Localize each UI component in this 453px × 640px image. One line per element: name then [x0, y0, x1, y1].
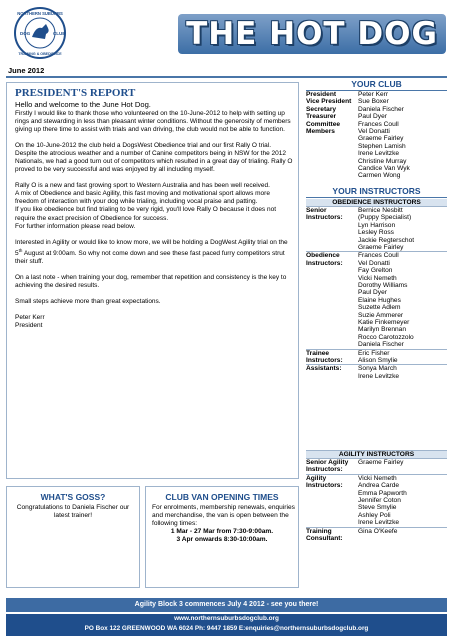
- report-greeting: Hello and welcome to the June Hot Dog.: [15, 100, 151, 109]
- table-row: [306, 121, 447, 180]
- person-name: Ashley Poli: [358, 511, 391, 519]
- names-cell: [358, 113, 447, 120]
- person-name: Daniela Fischer: [358, 105, 404, 113]
- agility-instructors-table: [306, 459, 447, 542]
- role-label: Committee Members: [306, 120, 341, 136]
- person-name: Fay Grelton: [358, 267, 393, 275]
- report-paragraph: On the 10-June-2012 the club held a DogsWest Obedience trial and our first Rally O trial.: [15, 142, 272, 150]
- van-title: CLUB VAN OPENING TIMES: [165, 492, 279, 502]
- van-times: 3 Apr onwards 8:30-10:00am.: [176, 536, 268, 543]
- obedience-instructors-table: [306, 207, 447, 380]
- person-name: Vel Donatti: [358, 259, 390, 267]
- person-name: Paul Dyer: [358, 289, 387, 297]
- role-label: Training Consultant:: [306, 527, 343, 543]
- role-label: Secretary: [306, 105, 337, 113]
- report-paragraph: Interested in Agility or would like to know more, we will be holding a DogWest Agility trial on the 5th August at 9:00am. So why not come down and see these fast paced furry competitors strut their stuff.: [15, 238, 288, 265]
- person-name: Elaine Hughes: [358, 296, 401, 304]
- svg-text:NORTHERN SUBURBS: NORTHERN SUBURBS: [17, 11, 63, 16]
- table-row: [306, 252, 447, 349]
- newsletter-title: THE HOT DOG: [186, 16, 438, 52]
- names-cell: [358, 459, 447, 474]
- report-signature-role: President: [15, 322, 43, 330]
- instructors-section-title: YOUR INSTRUCTORS: [306, 186, 447, 198]
- names-cell: [358, 474, 447, 527]
- person-name: Marilyn Brennan: [358, 326, 407, 334]
- names-cell: [358, 98, 447, 105]
- report-paragraph: Small steps achieve more than great expectations.: [15, 298, 161, 305]
- table-row: [306, 474, 447, 527]
- person-name: Steve Smylie: [358, 504, 397, 512]
- person-name: Irene Levitzke: [358, 150, 400, 158]
- table-row: [306, 91, 447, 98]
- person-name: Paul Dyer: [358, 113, 387, 121]
- role-label: Vice President: [306, 98, 352, 106]
- table-row: [306, 459, 447, 474]
- person-name: Graeme Fairley: [358, 243, 404, 251]
- person-name: Frances Coull: [358, 120, 399, 128]
- newsletter-title-banner: [178, 14, 446, 54]
- role-label: Agility Instructors:: [306, 474, 358, 527]
- person-name: Rocco Carotozzolo: [358, 333, 414, 341]
- right-column: [306, 79, 447, 380]
- names-cell: [358, 207, 447, 252]
- table-row: [306, 207, 447, 252]
- agility-block-banner: Agility Block 3 commences July 4 2012 - see you there!: [6, 598, 447, 612]
- club-van-box: [145, 486, 299, 588]
- names-cell: [358, 252, 447, 349]
- website-link[interactable]: www.northernsuburbsdogclub.org: [174, 615, 279, 622]
- person-name: Andrea Carde: [358, 482, 400, 490]
- agility-instructors-box: [306, 450, 447, 542]
- person-name: Peter Kerr: [358, 91, 389, 98]
- person-name: Vel Donatti: [358, 128, 390, 136]
- presidents-report: [6, 82, 299, 479]
- goss-text: Congratulations to Daniela Fischer our latest trainer!: [16, 504, 130, 519]
- names-cell: [358, 365, 447, 380]
- goss-title: WHAT'S GOSS?: [40, 492, 106, 502]
- van-times: 1 Mar - 27 Mar from 7:30-9:00am.: [170, 528, 274, 535]
- person-name: Candice Van Wyk: [358, 165, 410, 173]
- report-paragraph: Despite the atrocious weather and a number of Canine competitors being in NSW for the 2012 Nationals, we had a good turn out of competitors which resulted in a great day of trialing. Rally O proved to be very successful and was enjoyed by all including myself.: [15, 150, 293, 174]
- person-name: Frances Coull: [358, 252, 399, 260]
- role-label: President: [306, 91, 337, 98]
- names-cell: [358, 121, 447, 180]
- person-name: Irene Levitzke: [358, 519, 400, 527]
- person-name: Graeme Fairley: [358, 459, 404, 466]
- person-name: Jackie Regterschot: [358, 236, 415, 244]
- person-name: Gina O'Keefe: [358, 527, 398, 535]
- club-committee-table: [306, 91, 447, 180]
- names-cell: [358, 91, 447, 98]
- person-name: Graeme Fairley: [358, 135, 404, 143]
- person-name: Suzie Ammerer: [358, 311, 404, 319]
- person-name: (Puppy Specialist): [358, 214, 412, 222]
- club-logo: [12, 6, 68, 60]
- person-name: Dorothy Williams: [358, 281, 408, 289]
- names-cell: [358, 527, 447, 542]
- issue-date: June 2012: [8, 66, 45, 75]
- table-row: [306, 349, 447, 365]
- person-name: Lyn Harrison: [358, 221, 396, 229]
- names-cell: [358, 106, 447, 113]
- header-divider: [6, 76, 447, 78]
- person-name: Daniela Fischer: [358, 341, 404, 349]
- report-paragraph: Rally O is a new and fast growing sport to Western Australia and has been well received.: [15, 182, 270, 190]
- role-label: Senior Instructors:: [306, 207, 358, 252]
- report-paragraph: Firstly I would like to thank those who volunteered on the 10-June-2012 to help with setting up rings and stewarding in less than pleasant winter conditions. Without the generosity of members giving up there time to assist with trials and van driving, the club would not be able to function.: [15, 110, 291, 134]
- person-name: Eric Fisher: [358, 349, 390, 357]
- person-name: Christine Murray: [358, 157, 407, 165]
- person-name: Vicki Nemeth: [358, 474, 397, 482]
- role-label: Assistants:: [306, 365, 342, 373]
- person-name: Katie Finkemeyer: [358, 318, 410, 326]
- role-label: Obedience Instructors:: [306, 252, 358, 349]
- person-name: Suzette Adlem: [358, 304, 401, 312]
- report-paragraph: A mix of Obedience and basic Agility, this fast moving and motivational sport allows more freedom of interaction with your dog while trialing, including vocal praise and patting.: [15, 190, 270, 206]
- contact-footer: [6, 614, 447, 636]
- person-name: Sue Boxer: [358, 98, 389, 106]
- agility-instructors-head: AGILITY INSTRUCTORS: [306, 450, 447, 459]
- report-signature-name: Peter Kerr: [15, 314, 45, 322]
- report-paragraph: On a last note - when training your dog, remember that repetition and consistency is the key to achieving the desired results.: [15, 273, 287, 289]
- person-name: Jennifer Coton: [358, 497, 401, 505]
- report-body: [15, 110, 293, 330]
- svg-text:DOG: DOG: [20, 31, 31, 36]
- whats-goss-box: [6, 486, 140, 588]
- person-name: Lesley Ross: [358, 229, 394, 237]
- table-row: [306, 106, 447, 113]
- report-paragraph: For further information please read below.: [15, 222, 136, 230]
- obedience-instructors-head: OBEDIENCE INSTRUCTORS: [306, 199, 447, 207]
- club-section-title: YOUR CLUB: [306, 79, 447, 91]
- person-name: Stephen Lamish: [358, 142, 406, 150]
- report-title: PRESIDENT'S REPORT: [15, 87, 136, 99]
- person-name: Irene Levitzke: [358, 372, 400, 380]
- person-name: Emma Papworth: [358, 489, 407, 497]
- contact-address: PO Box 122 GREENWOOD WA 6024 Ph: 9447 1859 E:enquiries@northernsuburbsdogclub.org: [84, 625, 369, 632]
- table-row: [306, 113, 447, 120]
- role-label: Trainee Instructors:: [306, 349, 358, 365]
- person-name: Bernice Nesbitt: [358, 206, 403, 214]
- person-name: Vicki Nemeth: [358, 274, 397, 282]
- van-text: For enrolments, membership renewals, enquiries and merchandise, the van is open between the following times:: [152, 504, 295, 527]
- person-name: Carmen Wong: [358, 172, 401, 180]
- role-label: Treasurer: [306, 113, 337, 121]
- svg-text:TRAINING & OBEDIENCE: TRAINING & OBEDIENCE: [18, 52, 62, 56]
- names-cell: [358, 349, 447, 365]
- person-name: Sonya March: [358, 365, 397, 373]
- report-paragraph: If you like obedience but find trialing to be very rigid, you'll love Rally O because it does not require the exact precision of Obedience for success.: [15, 206, 277, 222]
- person-name: Alison Smylie: [358, 357, 398, 364]
- role-label: Senior Agility Instructors:: [306, 459, 358, 474]
- table-row: [306, 365, 447, 380]
- svg-text:CLUB: CLUB: [53, 31, 66, 36]
- table-row: [306, 98, 447, 105]
- table-row: [306, 527, 447, 542]
